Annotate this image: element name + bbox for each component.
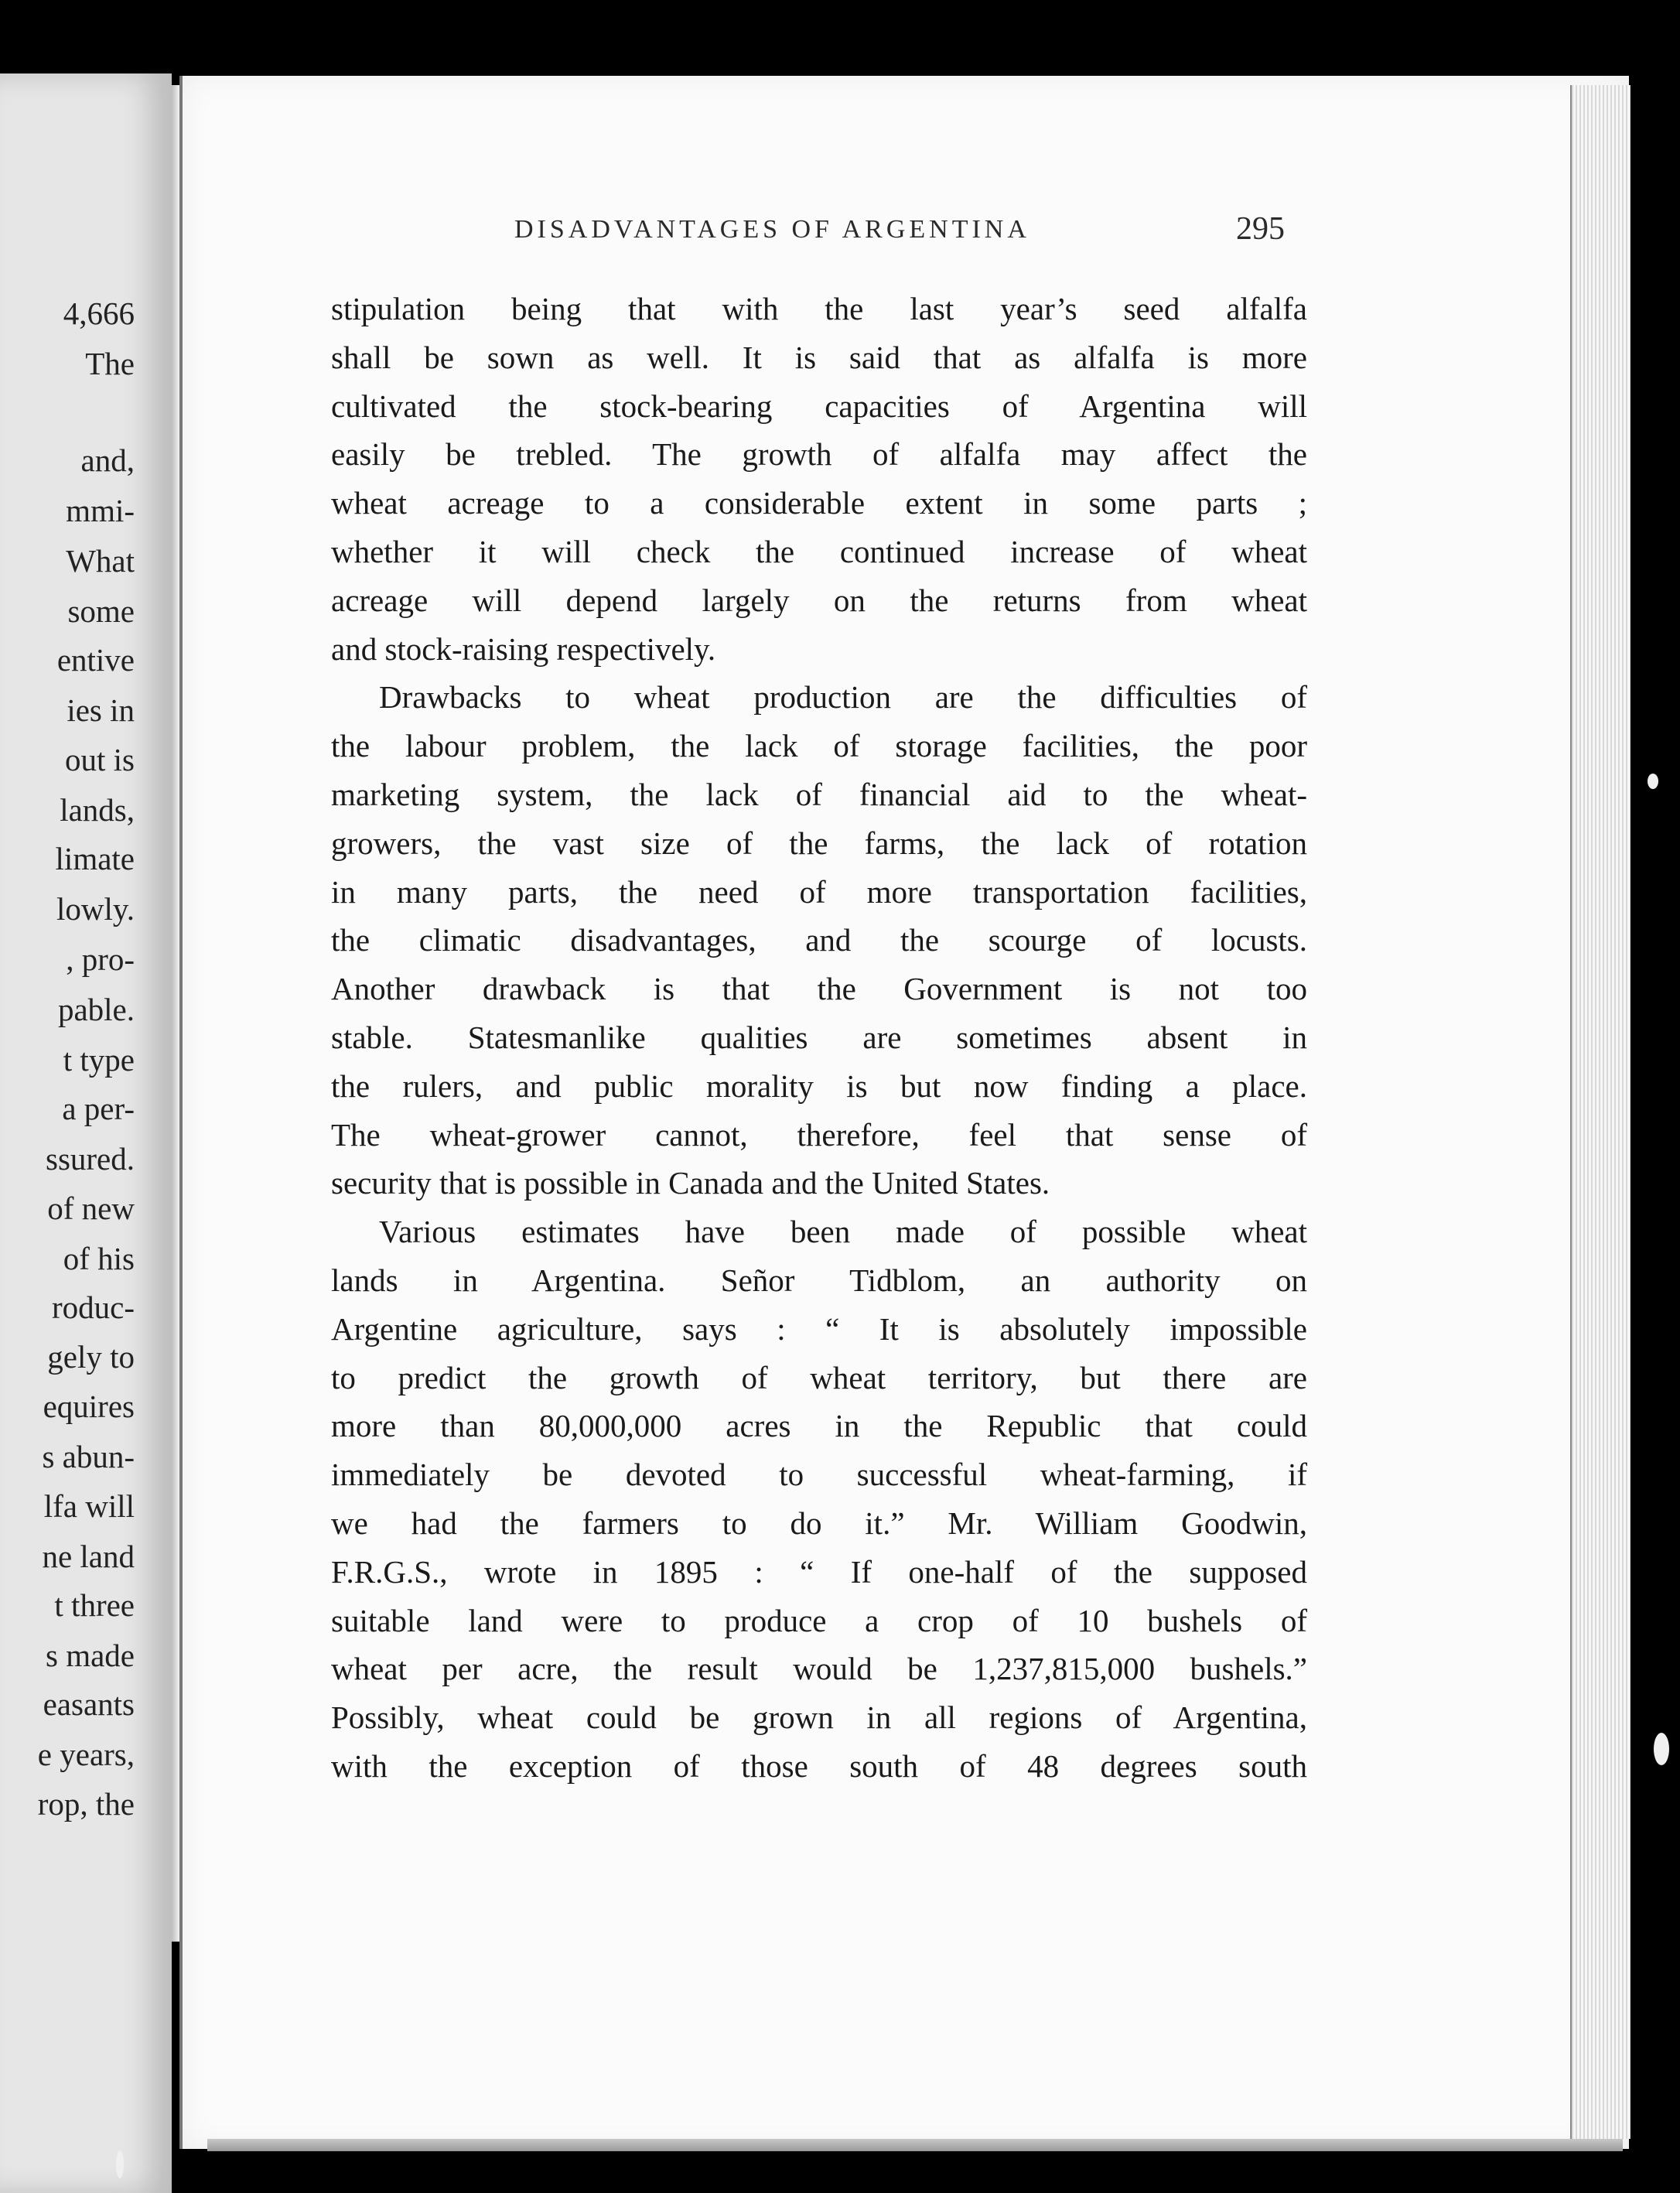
left-page-line: roduc-: [51, 1289, 135, 1325]
text-line: Possibly, wheat could be grown in all regions of Argentina,: [331, 1699, 1307, 1736]
left-page-line: e years,: [37, 1737, 135, 1772]
text-line: shall be sown as well. It is said that as alfalfa is more: [331, 339, 1307, 375]
left-page-line: out is: [65, 742, 135, 777]
bottom-page-edge: [207, 2139, 1623, 2151]
left-page-line: The: [85, 346, 135, 381]
text-line: to predict the growth of wheat territory, but there are: [331, 1359, 1307, 1395]
left-page-line: , pro-: [66, 941, 135, 977]
left-page: [0, 73, 172, 2193]
left-page-line: ies in: [67, 692, 135, 728]
text-line: the rulers, and public morality is but now finding a place.: [331, 1067, 1307, 1104]
left-page-line: entive: [56, 642, 135, 678]
left-page-line: What: [66, 543, 135, 579]
left-page-line: s made: [46, 1638, 135, 1673]
text-line: Argentine agriculture, says : “ It is absolutely impossible: [331, 1310, 1307, 1347]
text-line: Drawbacks to wheat production are the difficulties of: [379, 679, 1307, 716]
text-line: acreage will depend largely on the returns from wheat: [331, 582, 1307, 618]
left-page-line: mmi-: [66, 493, 135, 528]
book-gutter: [172, 85, 179, 1942]
text-line: and stock-raising respectively.: [331, 630, 716, 667]
left-page-line: lfa will: [43, 1488, 135, 1524]
text-line: in many parts, the need of more transportation facilities,: [331, 873, 1307, 910]
text-line: cultivated the stock-bearing capacities of Argentina will: [331, 388, 1307, 424]
text-line: suitable land were to produce a crop of 10 bushels of: [331, 1602, 1307, 1638]
left-page-line: ssured.: [45, 1141, 135, 1177]
left-page-line: of his: [63, 1241, 135, 1276]
text-line: Another drawback is that the Government is not too: [331, 971, 1307, 1007]
text-line: whether it will check the continued increase of wheat: [331, 533, 1307, 569]
text-line: marketing system, the lack of financial aid to the wheat-: [331, 776, 1307, 812]
left-page-line: and,: [80, 442, 135, 478]
text-line: Various estimates have been made of possible wheat: [379, 1214, 1307, 1250]
text-line: immediately be devoted to successful wheat-farming, if: [331, 1457, 1307, 1493]
left-page-line: gely to: [47, 1339, 135, 1375]
text-line: more than 80,000,000 acres in the Republic that could: [331, 1408, 1307, 1444]
running-head: DISADVANTAGES OF ARGENTINA: [514, 215, 1030, 244]
left-page-line: a per-: [62, 1091, 135, 1126]
text-line: growers, the vast size of the farms, the lack of rotation: [331, 825, 1307, 861]
left-page-line: some: [67, 593, 135, 629]
body-text: [331, 285, 1307, 1791]
left-page-line: lands,: [60, 792, 135, 828]
page-number: 295: [1236, 211, 1285, 247]
left-page-line: 4,666: [63, 295, 135, 331]
text-line: F.R.G.S., wrote in 1895 : “ If one-half of the supposed: [331, 1553, 1307, 1590]
left-page-line: limate: [55, 841, 135, 876]
text-line: security that is possible in Canada and the United States.: [331, 1165, 1050, 1201]
text-line: wheat per acre, the result would be 1,237,815,000 bushels.”: [331, 1651, 1307, 1687]
text-line: we had the farmers to do it.” Mr. William Goodwin,: [331, 1505, 1307, 1541]
scan-speck: [1648, 774, 1658, 789]
left-page-line: t type: [63, 1042, 135, 1078]
left-page-line: pable.: [57, 992, 135, 1027]
left-page-line: easants: [43, 1686, 135, 1722]
left-page-line: t three: [54, 1587, 135, 1623]
left-page-line: lowly.: [56, 891, 135, 927]
text-line: the climatic disadvantages, and the scourge of locusts.: [331, 922, 1307, 958]
left-page-line: ne land: [42, 1539, 135, 1574]
left-page-line: rop, the: [37, 1786, 135, 1822]
text-line: the labour problem, the lack of storage facilities, the poor: [331, 728, 1307, 764]
text-line: lands in Argentina. Señor Tidblom, an authority on: [331, 1262, 1307, 1298]
text-line: The wheat-grower cannot, therefore, feel that sense of: [331, 1116, 1307, 1153]
scan-speck: [1654, 1733, 1669, 1765]
left-page-line: of new: [47, 1190, 135, 1226]
text-line: easily be trebled. The growth of alfalfa may affect the: [331, 436, 1307, 473]
left-page-line: equires: [43, 1389, 135, 1424]
text-line: wheat acreage to a considerable extent in some parts ;: [331, 485, 1307, 521]
scan-speck: [116, 2150, 124, 2178]
text-line: stipulation being that with the last year’s seed alfalfa: [331, 291, 1307, 326]
text-line: with the exception of those south of 48 degrees south: [331, 1747, 1307, 1784]
left-page-line: s abun-: [42, 1439, 135, 1474]
text-line: stable. Statesmanlike qualities are sometimes absent in: [331, 1019, 1307, 1055]
page-edges: [1570, 85, 1630, 2139]
